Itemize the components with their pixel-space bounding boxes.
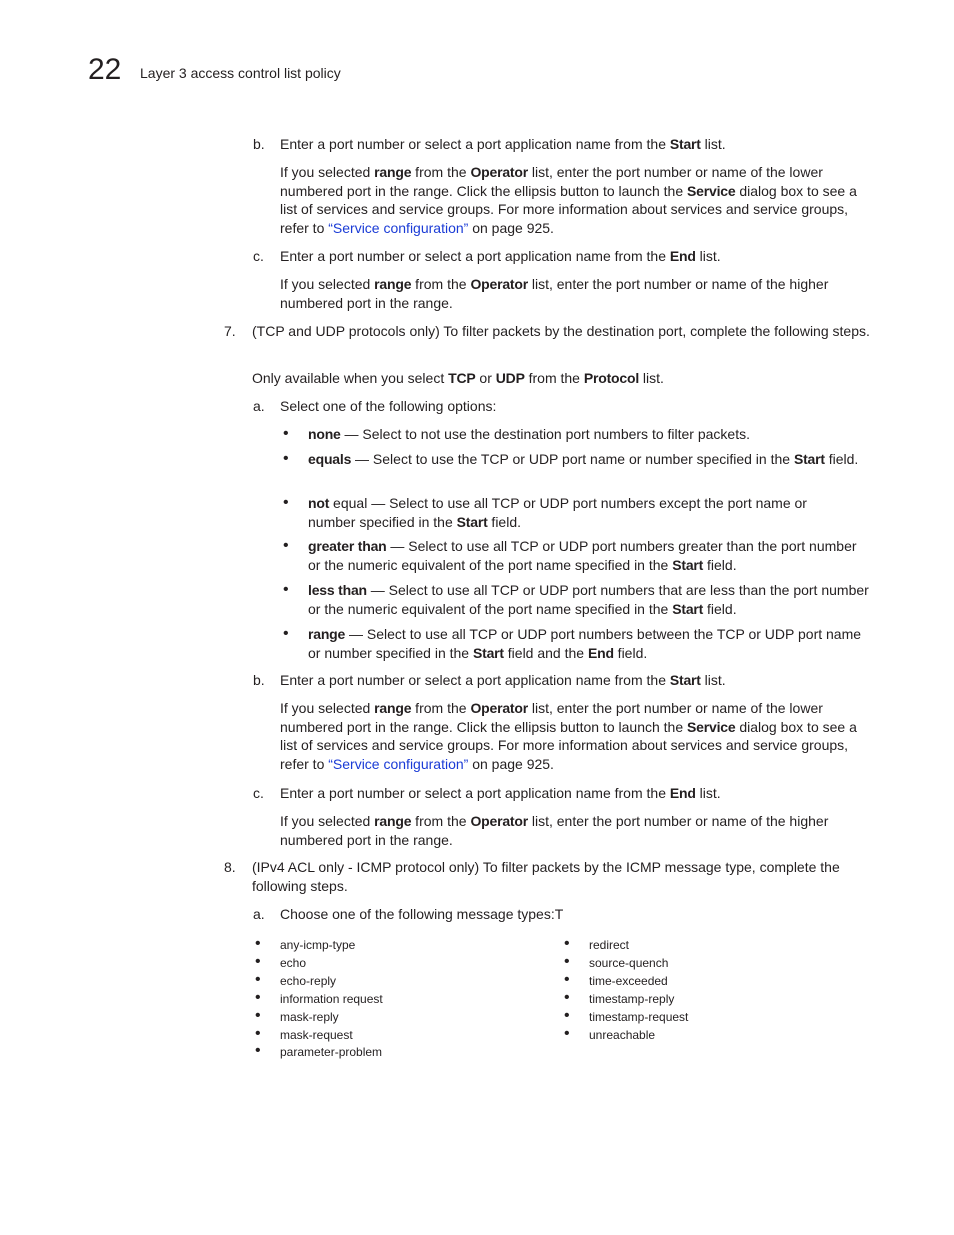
bullet: •: [283, 425, 289, 442]
bullet: •: [564, 1007, 570, 1024]
list-item: greater than — Select to use all TCP or UDP port numbers greater than the port number or the numeric equivalent of the port name specified in the Start field.: [308, 538, 857, 573]
bullet: •: [564, 953, 570, 970]
bullet: •: [283, 537, 289, 554]
list-item: echo-reply: [280, 974, 337, 988]
step-marker: a.: [253, 398, 265, 414]
chapter-number: 22: [88, 53, 122, 86]
list-item: equals — Select to use the TCP or UDP port name or number specified in the Start field.: [308, 451, 859, 467]
step-marker: c.: [253, 248, 264, 264]
paragraph: Choose one of the following message types:T: [280, 906, 564, 922]
list-item: echo: [280, 956, 307, 970]
paragraph: If you selected range from the Operator list, enter the port number or name of the lower numbered port in the range. Click the ellipsis button to launch the Service dialog box to see a list of services and service groups. For more information about services and service groups, refer to “Service configuration” on page 925.: [280, 164, 857, 236]
step-marker: c.: [253, 785, 264, 801]
paragraph: (IPv4 ACL only - ICMP protocol only) To filter packets by the ICMP message type, complete the following steps.: [252, 859, 840, 894]
bullet: •: [255, 1025, 261, 1042]
list-item: mask-reply: [280, 1010, 339, 1024]
bullet: •: [283, 581, 289, 598]
bullet: •: [564, 935, 570, 952]
paragraph: Enter a port number or select a port application name from the Start list.: [280, 672, 726, 688]
bullet: •: [255, 1042, 261, 1059]
bullet: •: [255, 953, 261, 970]
paragraph: If you selected range from the Operator list, enter the port number or name of the higher numbered port in the range.: [280, 813, 829, 848]
paragraph: Enter a port number or select a port application name from the Start list.: [280, 136, 726, 152]
list-item: source-quench: [589, 956, 669, 970]
bullet: •: [283, 625, 289, 642]
list-item: none — Select to not use the destination port numbers to filter packets.: [308, 426, 750, 442]
bullet: •: [255, 989, 261, 1006]
bullet: •: [564, 971, 570, 988]
bullet: •: [283, 494, 289, 511]
paragraph: Enter a port number or select a port application name from the End list.: [280, 248, 721, 264]
paragraph: Only available when you select TCP or UDP from the Protocol list.: [252, 370, 664, 386]
bullet: •: [255, 971, 261, 988]
bullet: •: [255, 935, 261, 952]
paragraph: Select one of the following options:: [280, 398, 497, 414]
list-item: unreachable: [589, 1028, 656, 1042]
list-item: redirect: [589, 938, 630, 952]
list-item: timestamp-request: [589, 1010, 689, 1024]
list-item: not equal — Select to use all TCP or UDP port numbers except the port name or number specified in the Start field.: [308, 495, 807, 530]
paragraph: If you selected range from the Operator list, enter the port number or name of the lower numbered port in the range. Click the ellipsis button to launch the Service dialog box to see a list of services and service groups. For more information about services and service groups, refer to “Service configuration” on page 925.: [280, 700, 857, 772]
step-marker: 8.: [224, 859, 236, 875]
step-marker: 7.: [224, 323, 236, 339]
step-marker: b.: [253, 136, 265, 152]
bullet: •: [255, 1007, 261, 1024]
list-item: timestamp-reply: [589, 992, 675, 1006]
paragraph: If you selected range from the Operator list, enter the port number or name of the higher numbered port in the range.: [280, 276, 829, 311]
paragraph: Enter a port number or select a port application name from the End list.: [280, 785, 721, 801]
bullet: •: [564, 1025, 570, 1042]
list-item: range — Select to use all TCP or UDP port numbers between the TCP or UDP port name or number specified in the Start field and the End field.: [308, 626, 862, 661]
bullet: •: [564, 989, 570, 1006]
list-item: any-icmp-type: [280, 938, 356, 952]
service-config-link[interactable]: “Service configuration”: [328, 755, 469, 772]
list-item: parameter-problem: [280, 1045, 383, 1059]
list-item: time-exceeded: [589, 974, 668, 988]
service-config-link[interactable]: “Service configuration”: [328, 219, 469, 236]
list-item: less than — Select to use all TCP or UDP port numbers that are less than the port number or the numeric equivalent of the port name specified in the Start field.: [308, 582, 869, 617]
bullet: •: [283, 450, 289, 467]
step-marker: b.: [253, 672, 265, 688]
paragraph: (TCP and UDP protocols only) To filter packets by the destination port, complete the following steps.: [252, 323, 870, 339]
list-item: information request: [280, 992, 383, 1006]
chapter-title: Layer 3 access control list policy: [140, 65, 341, 81]
step-marker: a.: [253, 906, 265, 922]
list-item: mask-request: [280, 1028, 353, 1042]
